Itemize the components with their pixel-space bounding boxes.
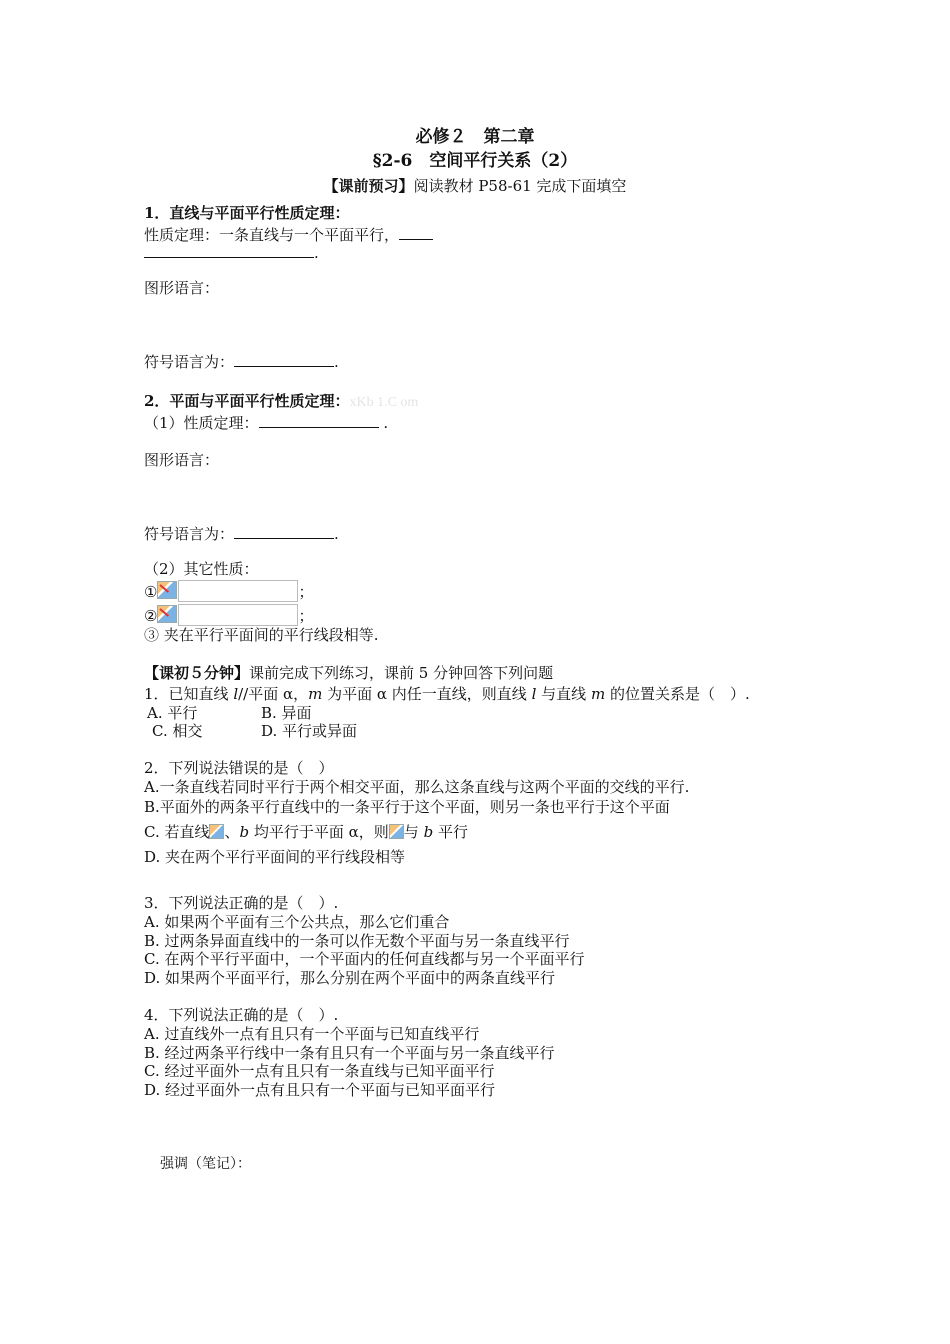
sec2-title-line xyxy=(144,392,418,412)
preview-line xyxy=(0,177,950,195)
sec1-title: 1．直线与平面平行性质定理： xyxy=(144,204,350,222)
sec2-theorem-text: （1）性质定理： xyxy=(144,414,259,432)
q3-option-d: D. 如果两个平面平行，那么分别在两个平面中的两条直线平行 xyxy=(144,969,556,987)
item-marker: ① xyxy=(144,583,158,601)
q3-option-c: C. 在两个平行平面中，一个平面内的任何直线都与另一个平面平行 xyxy=(144,950,585,968)
q2-text: 与 xyxy=(403,823,424,841)
sec1-theorem-cont xyxy=(144,243,319,262)
broken-image-icon xyxy=(157,581,177,599)
sec1-theorem-text: 性质定理：一条直线与一个平面平行， xyxy=(144,226,400,244)
q1-stem xyxy=(144,685,750,703)
broken-image-icon xyxy=(157,605,177,623)
quiz-header xyxy=(144,664,553,682)
q2-option-c xyxy=(144,823,468,841)
answer-blank[interactable] xyxy=(234,352,334,367)
sec2-title: 2．平面与平面平行性质定理： xyxy=(144,392,350,410)
quiz-intro: 课前完成下列练习，课前 5 分钟回答下列问题 xyxy=(249,664,554,682)
answer-blank[interactable] xyxy=(259,413,379,428)
var-b: b xyxy=(423,823,434,841)
sec1-symbol xyxy=(144,352,339,371)
q3-option-b: B. 过两条异面直线中的一条可以作无数个平面与另一条直线平行 xyxy=(144,932,570,950)
var-b: b xyxy=(239,823,250,841)
var-l: l xyxy=(531,685,537,703)
period: . xyxy=(334,353,339,371)
broken-image-icon xyxy=(209,824,224,839)
q2-stem: 2．下列说法错误的是（ ） xyxy=(144,759,334,777)
var-m: m xyxy=(590,685,606,703)
q1-text: 与直线 xyxy=(536,685,591,703)
notes-label: 强调（笔记）： xyxy=(160,1156,251,1172)
q3-stem: 3．下列说法正确的是（ ）. xyxy=(144,894,339,912)
symbol-label: 符号语言为： xyxy=(144,525,235,543)
answer-blank[interactable] xyxy=(144,243,314,258)
q4-option-a: A. 过直线外一点有且只有一个平面与已知直线平行 xyxy=(144,1025,480,1043)
q1-text: 为平面 α 内任一直线，则直线 xyxy=(322,685,532,703)
sec2-theorem xyxy=(144,413,388,432)
q1-option-b: B. 异面 xyxy=(261,704,312,722)
semicolon: ； xyxy=(298,583,314,601)
item-marker: ② xyxy=(144,607,158,625)
preview-text: 阅读教材 P58-61 完成下面填空 xyxy=(413,177,627,195)
q2-text: C. 若直线 xyxy=(144,823,210,841)
sec1-graphic-label: 图形语言： xyxy=(144,279,220,297)
q2-text: 平行 xyxy=(433,823,468,841)
period: . xyxy=(378,414,389,432)
watermark: xKb 1.C om xyxy=(349,395,419,410)
preview-tag: 【课前预习】 xyxy=(323,177,414,195)
quiz-tag: 【课初５分钟】 xyxy=(144,664,250,682)
semicolon: ； xyxy=(298,607,314,625)
q2-option-d: D. 夹在两个平行平面间的平行线段相等 xyxy=(144,848,406,866)
sec2-item3: ③ 夹在平行平面间的平行线段相等. xyxy=(144,626,379,644)
q2-option-b: B.平面外的两条平行直线中的一条平行于这个平面，则另一条也平行于这个平面 xyxy=(144,798,670,816)
q1-text: 的位置关系是（ ）. xyxy=(605,685,750,703)
chapter-title: 必修２ 第二章 xyxy=(415,127,535,147)
period: . xyxy=(314,244,319,262)
formula-box xyxy=(178,604,298,626)
q4-option-c: C. 经过平面外一点有且只有一条直线与已知平面平行 xyxy=(144,1062,495,1080)
q2-text: 、 xyxy=(224,823,240,841)
answer-blank[interactable] xyxy=(399,225,433,240)
sec1-theorem xyxy=(144,225,433,244)
sec2-item2 xyxy=(144,604,313,626)
q1-option-c: C. 相交 xyxy=(152,722,203,740)
q2-text: 均平行于平面 α，则 xyxy=(249,823,389,841)
q4-stem: 4．下列说法正确的是（ ）. xyxy=(144,1006,339,1024)
q2-option-a: A.一条直线若同时平行于两个相交平面，那么这条直线与这两个平面的交线的平行. xyxy=(144,778,690,796)
sec2-item1 xyxy=(144,580,313,602)
q1-text: //平面 α， xyxy=(238,685,309,703)
broken-image-icon xyxy=(389,824,404,839)
answer-blank[interactable] xyxy=(234,524,334,539)
sec2-symbol xyxy=(144,524,339,543)
section-title: §2-6 空间平行关系（2） xyxy=(372,151,578,171)
formula-box xyxy=(178,580,298,602)
sec2-graphic-label: 图形语言： xyxy=(144,451,220,469)
q1-option-d: D. 平行或异面 xyxy=(261,722,358,740)
var-l: l xyxy=(233,685,239,703)
q4-option-d: D. 经过平面外一点有且只有一个平面与已知平面平行 xyxy=(144,1081,496,1099)
q3-option-a: A. 如果两个平面有三个公共点，那么它们重合 xyxy=(144,913,450,931)
sec2-other: （2）其它性质： xyxy=(144,560,259,578)
var-m: m xyxy=(308,685,323,703)
q4-option-b: B. 经过两条平行线中一条有且只有一个平面与另一条直线平行 xyxy=(144,1044,555,1062)
symbol-label: 符号语言为： xyxy=(144,353,235,371)
period: . xyxy=(334,525,339,543)
q1-option-a: A. 平行 xyxy=(147,704,198,722)
q1-text: 1．已知直线 xyxy=(144,685,234,703)
